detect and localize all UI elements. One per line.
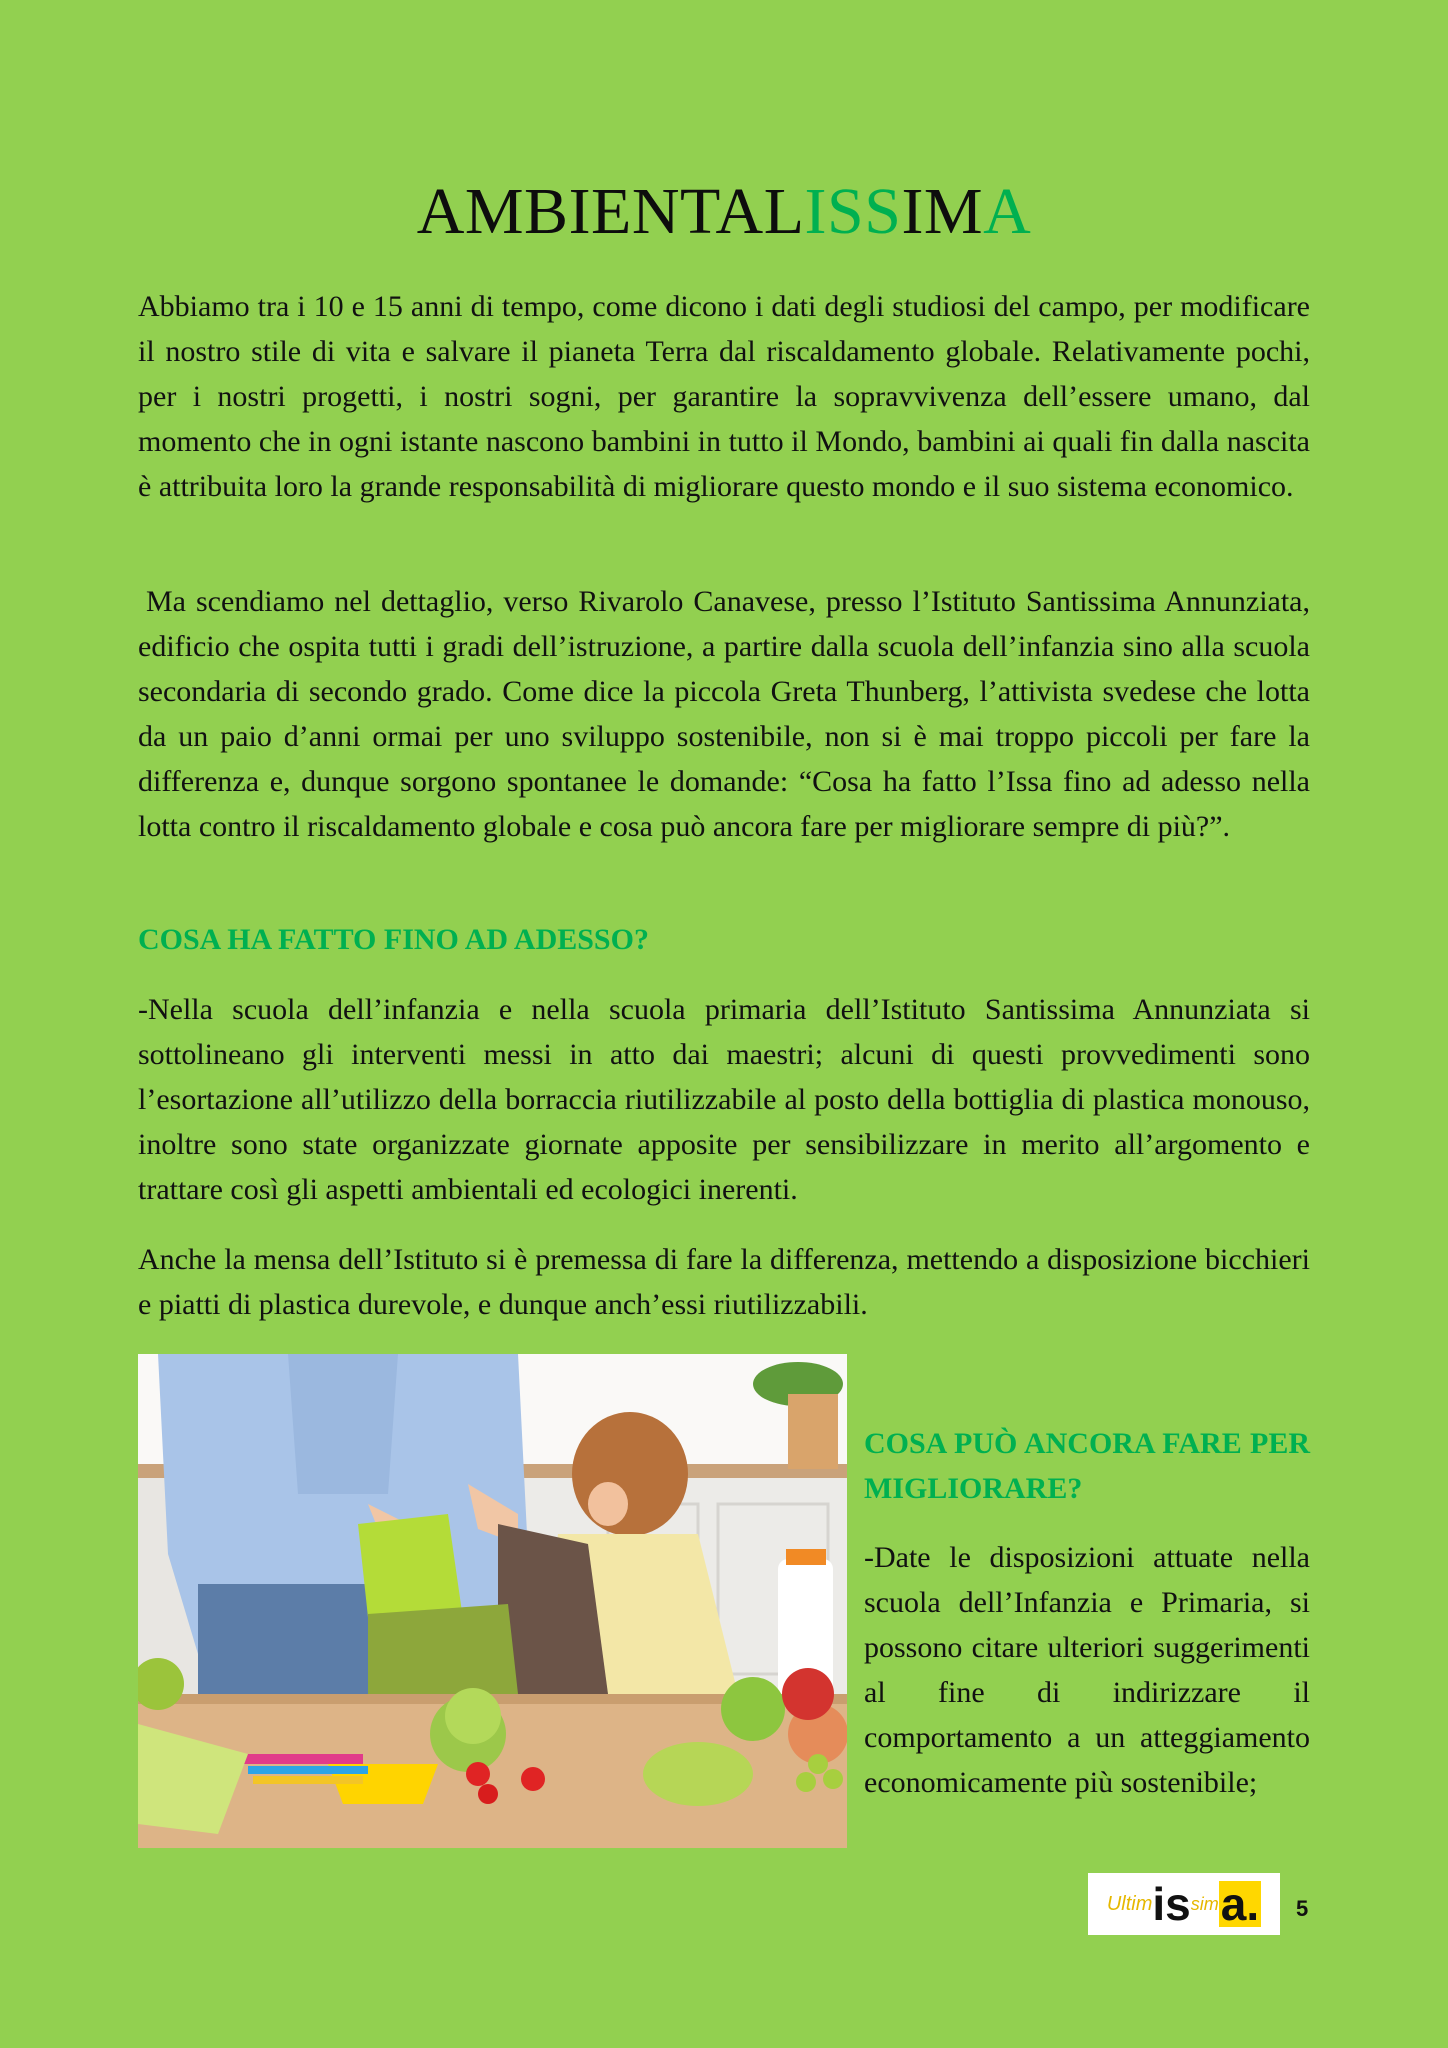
page-title bbox=[0, 172, 1448, 252]
section-heading-done: COSA HA FATTO FINO AD ADESSO? bbox=[138, 923, 649, 956]
logo-text-4: a. bbox=[1220, 1878, 1260, 1930]
done-paragraph: -Nella scuola dell’infanzia e nella scuola primaria dell’Istituto Santissima Annunziata si sottolineano gli interventi messi in atto dai maestri; alcuni di questi provvedimenti sono l’esortazione all’utilizzo della borraccia riutilizzabile al posto della bottiglia di plastica monouso, inoltre sono state organizzate giornate apposite per sensibilizzare in merito all’argomento e trattare così gli aspetti ambientali ed ecologici inerenti. bbox=[138, 993, 1310, 1206]
lunchbox-photo bbox=[138, 1354, 847, 1848]
title-part-1: AMBIENTAL bbox=[416, 175, 805, 248]
intro-paragraph: Abbiamo tra i 10 e 15 anni di tempo, come dicono i dati degli studiosi del campo, per modificare il nostro stile di vita e salvare il pianeta Terra dal riscaldamento globale. Relativamente pochi, per i nostri progetti, i nostri sogni, per garantire la sopravvivenza dell’essere umano, dal momento che in ogni istante nascono bambini in tutto il Mondo, bambini ai quali fin dalla nascita è attribuita loro la grande responsabilità di migliorare questo mondo e il suo sistema economico. bbox=[138, 290, 1310, 503]
improve-paragraph: -Date le disposizioni attuate nella scuola dell’Infanzia e Primaria, si possono citare ulteriori suggerimenti al fine di indirizzare il comportamento a un atteggiamento economicamente più sostenibile; bbox=[864, 1541, 1310, 1799]
section-heading-improve: COSA PUÒ ANCORA FARE PER MIGLIORARE? bbox=[864, 1427, 1310, 1505]
logo-text-3: sim bbox=[1190, 1893, 1219, 1914]
logo-text-2: is bbox=[1152, 1878, 1191, 1930]
title-part-2: ISS bbox=[804, 175, 902, 248]
logo-text-1: Ultim bbox=[1106, 1892, 1153, 1915]
title-part-3: IM bbox=[901, 175, 984, 248]
ultimissima-logo bbox=[1088, 1873, 1280, 1935]
canteen-paragraph: Anche la mensa dell’Istituto si è premessa di fare la differenza, mettendo a disposizione bicchieri e piatti di plastica durevole, e dunque anch’essi riutilizzabili. bbox=[138, 1243, 1310, 1321]
context-paragraph: Ma scendiamo nel dettaglio, verso Rivarolo Canavese, presso l’Istituto Santissima Annunziata, edificio che ospita tutti i gradi dell’istruzione, a partire dalla scuola dell’infanzia sino alla scuola secondaria di secondo grado. Come dice la piccola Greta Thunberg, l’attivista svedese che lotta da un paio d’anni ormai per uno sviluppo sostenibile, non si è mai troppo piccoli per fare la differenza e, dunque sorgono spontanee le domande: “Cosa ha fatto l’Issa fino ad adesso nella lotta contro il riscaldamento globale e cosa può ancora fare per migliorare sempre di più?”. bbox=[138, 585, 1310, 843]
page-number: 5 bbox=[1296, 1896, 1309, 1921]
title-part-4: A bbox=[983, 175, 1032, 248]
